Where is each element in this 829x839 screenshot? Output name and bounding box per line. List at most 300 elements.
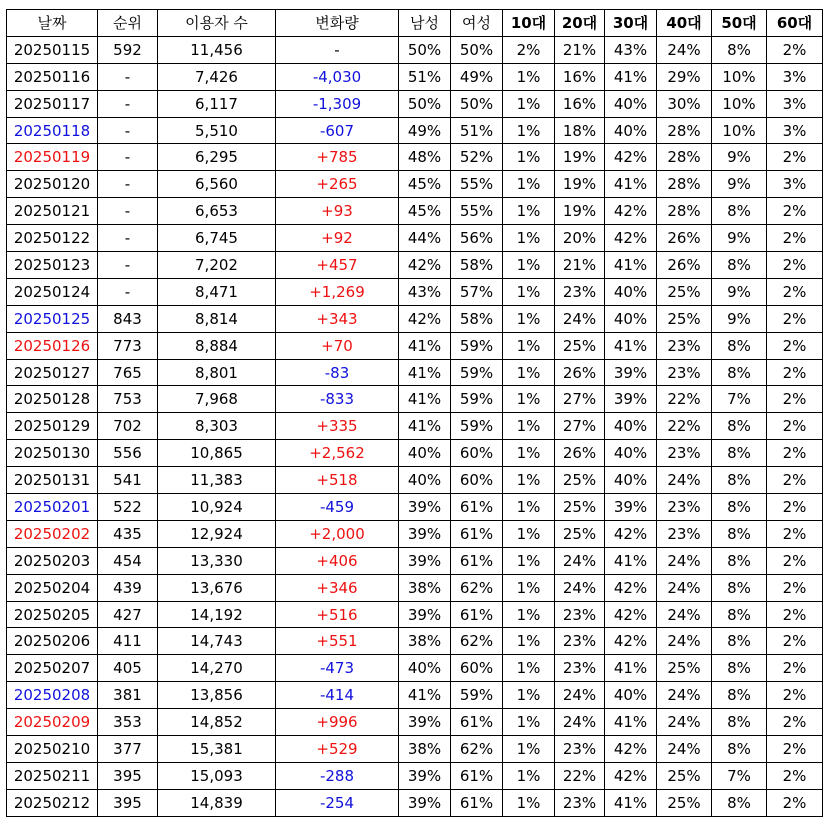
cell-age-30: 40% bbox=[605, 440, 657, 467]
cell-male: 39% bbox=[399, 762, 451, 789]
cell-users: 10,865 bbox=[158, 440, 276, 467]
cell-rank: 541 bbox=[98, 467, 158, 494]
cell-age-10: 1% bbox=[503, 547, 555, 574]
cell-rank: 702 bbox=[98, 413, 158, 440]
cell-age-50: 8% bbox=[712, 682, 767, 709]
cell-age-20: 19% bbox=[555, 171, 605, 198]
cell-female: 49% bbox=[451, 63, 503, 90]
cell-age-60: 2% bbox=[767, 144, 823, 171]
cell-age-30: 42% bbox=[605, 225, 657, 252]
cell-age-60: 3% bbox=[767, 63, 823, 90]
cell-female: 62% bbox=[451, 736, 503, 763]
cell-rank: 377 bbox=[98, 736, 158, 763]
cell-male: 42% bbox=[399, 252, 451, 279]
table-row bbox=[7, 762, 823, 789]
table-row bbox=[7, 225, 823, 252]
cell-age-60: 3% bbox=[767, 171, 823, 198]
cell-male: 41% bbox=[399, 413, 451, 440]
cell-age-20: 16% bbox=[555, 63, 605, 90]
cell-age-50: 9% bbox=[712, 278, 767, 305]
cell-male: 40% bbox=[399, 467, 451, 494]
cell-age-10: 1% bbox=[503, 440, 555, 467]
cell-age-30: 42% bbox=[605, 762, 657, 789]
cell-date: 20250127 bbox=[7, 359, 98, 386]
cell-age-10: 1% bbox=[503, 117, 555, 144]
cell-age-40: 24% bbox=[657, 736, 712, 763]
cell-age-30: 42% bbox=[605, 628, 657, 655]
cell-rank: 753 bbox=[98, 386, 158, 413]
cell-age-10: 1% bbox=[503, 467, 555, 494]
cell-age-60: 2% bbox=[767, 520, 823, 547]
cell-age-30: 42% bbox=[605, 198, 657, 225]
cell-male: 44% bbox=[399, 225, 451, 252]
cell-female: 50% bbox=[451, 36, 503, 63]
cell-age-10: 1% bbox=[503, 682, 555, 709]
cell-date: 20250130 bbox=[7, 440, 98, 467]
cell-age-60: 2% bbox=[767, 332, 823, 359]
cell-age-40: 22% bbox=[657, 413, 712, 440]
cell-age-50: 9% bbox=[712, 225, 767, 252]
cell-age-40: 26% bbox=[657, 252, 712, 279]
cell-rank: 427 bbox=[98, 601, 158, 628]
cell-rank: 439 bbox=[98, 574, 158, 601]
cell-date: 20250204 bbox=[7, 574, 98, 601]
cell-age-50: 8% bbox=[712, 252, 767, 279]
cell-age-50: 8% bbox=[712, 736, 767, 763]
cell-age-60: 2% bbox=[767, 601, 823, 628]
cell-date: 20250126 bbox=[7, 332, 98, 359]
cell-age-30: 40% bbox=[605, 682, 657, 709]
cell-change: +551 bbox=[276, 628, 399, 655]
cell-users: 13,856 bbox=[158, 682, 276, 709]
table-body bbox=[7, 36, 823, 816]
cell-age-10: 1% bbox=[503, 359, 555, 386]
cell-users: 15,381 bbox=[158, 736, 276, 763]
cell-age-20: 16% bbox=[555, 90, 605, 117]
cell-age-50: 8% bbox=[712, 467, 767, 494]
cell-age-50: 8% bbox=[712, 332, 767, 359]
cell-date: 20250212 bbox=[7, 789, 98, 816]
table-row bbox=[7, 171, 823, 198]
cell-change: +335 bbox=[276, 413, 399, 440]
cell-age-40: 24% bbox=[657, 709, 712, 736]
cell-age-20: 26% bbox=[555, 359, 605, 386]
cell-rank: 843 bbox=[98, 305, 158, 332]
cell-age-40: 24% bbox=[657, 467, 712, 494]
cell-male: 38% bbox=[399, 736, 451, 763]
cell-age-30: 41% bbox=[605, 252, 657, 279]
cell-rank: 556 bbox=[98, 440, 158, 467]
cell-age-10: 1% bbox=[503, 736, 555, 763]
cell-age-30: 39% bbox=[605, 359, 657, 386]
cell-users: 7,968 bbox=[158, 386, 276, 413]
cell-date: 20250117 bbox=[7, 90, 98, 117]
cell-users: 11,456 bbox=[158, 36, 276, 63]
cell-age-20: 25% bbox=[555, 494, 605, 521]
cell-change: +996 bbox=[276, 709, 399, 736]
cell-age-10: 1% bbox=[503, 90, 555, 117]
cell-male: 39% bbox=[399, 709, 451, 736]
cell-age-30: 39% bbox=[605, 494, 657, 521]
table-row bbox=[7, 628, 823, 655]
cell-age-10: 1% bbox=[503, 520, 555, 547]
table-row bbox=[7, 305, 823, 332]
cell-age-30: 41% bbox=[605, 709, 657, 736]
cell-users: 10,924 bbox=[158, 494, 276, 521]
cell-users: 14,743 bbox=[158, 628, 276, 655]
header-age-40: 40대 bbox=[657, 10, 712, 37]
cell-age-50: 8% bbox=[712, 709, 767, 736]
cell-age-60: 2% bbox=[767, 709, 823, 736]
cell-rank: 522 bbox=[98, 494, 158, 521]
cell-date: 20250210 bbox=[7, 736, 98, 763]
cell-age-20: 23% bbox=[555, 789, 605, 816]
cell-change: +516 bbox=[276, 601, 399, 628]
table-row bbox=[7, 655, 823, 682]
cell-age-40: 28% bbox=[657, 171, 712, 198]
cell-rank: 765 bbox=[98, 359, 158, 386]
cell-female: 61% bbox=[451, 709, 503, 736]
cell-age-10: 1% bbox=[503, 601, 555, 628]
cell-male: 48% bbox=[399, 144, 451, 171]
cell-age-30: 42% bbox=[605, 520, 657, 547]
cell-users: 8,471 bbox=[158, 278, 276, 305]
cell-change: -607 bbox=[276, 117, 399, 144]
cell-change: -459 bbox=[276, 494, 399, 521]
cell-age-20: 25% bbox=[555, 520, 605, 547]
cell-age-50: 8% bbox=[712, 359, 767, 386]
cell-age-40: 23% bbox=[657, 440, 712, 467]
cell-male: 41% bbox=[399, 682, 451, 709]
cell-date: 20250122 bbox=[7, 225, 98, 252]
cell-female: 55% bbox=[451, 198, 503, 225]
header-age-20: 20대 bbox=[555, 10, 605, 37]
cell-male: 39% bbox=[399, 520, 451, 547]
cell-change: -1,309 bbox=[276, 90, 399, 117]
cell-age-50: 8% bbox=[712, 655, 767, 682]
cell-male: 40% bbox=[399, 655, 451, 682]
cell-age-10: 1% bbox=[503, 171, 555, 198]
cell-age-50: 9% bbox=[712, 144, 767, 171]
cell-change: -833 bbox=[276, 386, 399, 413]
table-row bbox=[7, 278, 823, 305]
cell-age-20: 23% bbox=[555, 628, 605, 655]
header-age-10: 10대 bbox=[503, 10, 555, 37]
cell-age-40: 24% bbox=[657, 36, 712, 63]
cell-age-40: 24% bbox=[657, 682, 712, 709]
cell-age-10: 1% bbox=[503, 709, 555, 736]
cell-age-50: 8% bbox=[712, 574, 767, 601]
cell-age-20: 25% bbox=[555, 467, 605, 494]
cell-age-10: 1% bbox=[503, 386, 555, 413]
table-row bbox=[7, 252, 823, 279]
cell-date: 20250116 bbox=[7, 63, 98, 90]
header-male: 남성 bbox=[399, 10, 451, 37]
cell-male: 40% bbox=[399, 440, 451, 467]
cell-rank: 381 bbox=[98, 682, 158, 709]
cell-age-60: 2% bbox=[767, 494, 823, 521]
cell-age-10: 1% bbox=[503, 494, 555, 521]
cell-age-60: 2% bbox=[767, 252, 823, 279]
cell-age-30: 41% bbox=[605, 63, 657, 90]
cell-female: 61% bbox=[451, 547, 503, 574]
cell-age-40: 29% bbox=[657, 63, 712, 90]
cell-age-60: 2% bbox=[767, 655, 823, 682]
cell-age-40: 24% bbox=[657, 628, 712, 655]
table-row bbox=[7, 144, 823, 171]
cell-date: 20250131 bbox=[7, 467, 98, 494]
cell-date: 20250121 bbox=[7, 198, 98, 225]
cell-age-50: 8% bbox=[712, 440, 767, 467]
cell-female: 59% bbox=[451, 413, 503, 440]
cell-age-20: 21% bbox=[555, 252, 605, 279]
cell-change: +1,269 bbox=[276, 278, 399, 305]
header-row bbox=[7, 10, 823, 37]
table-row bbox=[7, 709, 823, 736]
cell-age-60: 2% bbox=[767, 278, 823, 305]
cell-age-30: 42% bbox=[605, 601, 657, 628]
cell-age-50: 9% bbox=[712, 171, 767, 198]
cell-rank: 395 bbox=[98, 789, 158, 816]
table-row bbox=[7, 440, 823, 467]
cell-rank: - bbox=[98, 63, 158, 90]
cell-users: 5,510 bbox=[158, 117, 276, 144]
cell-date: 20250203 bbox=[7, 547, 98, 574]
cell-date: 20250119 bbox=[7, 144, 98, 171]
cell-date: 20250205 bbox=[7, 601, 98, 628]
cell-age-20: 24% bbox=[555, 305, 605, 332]
cell-users: 6,117 bbox=[158, 90, 276, 117]
cell-change: +346 bbox=[276, 574, 399, 601]
cell-age-20: 23% bbox=[555, 278, 605, 305]
cell-male: 45% bbox=[399, 171, 451, 198]
cell-female: 60% bbox=[451, 440, 503, 467]
cell-rank: 592 bbox=[98, 36, 158, 63]
cell-female: 59% bbox=[451, 332, 503, 359]
cell-female: 51% bbox=[451, 117, 503, 144]
cell-age-20: 23% bbox=[555, 601, 605, 628]
cell-female: 59% bbox=[451, 682, 503, 709]
table-row bbox=[7, 90, 823, 117]
cell-change: +529 bbox=[276, 736, 399, 763]
table-row bbox=[7, 117, 823, 144]
cell-age-40: 26% bbox=[657, 225, 712, 252]
table-row bbox=[7, 547, 823, 574]
cell-male: 38% bbox=[399, 574, 451, 601]
cell-users: 14,270 bbox=[158, 655, 276, 682]
cell-male: 39% bbox=[399, 494, 451, 521]
cell-change: +70 bbox=[276, 332, 399, 359]
cell-age-60: 2% bbox=[767, 225, 823, 252]
cell-rank: 773 bbox=[98, 332, 158, 359]
table-row bbox=[7, 36, 823, 63]
cell-age-40: 25% bbox=[657, 789, 712, 816]
cell-age-60: 2% bbox=[767, 467, 823, 494]
cell-change: -414 bbox=[276, 682, 399, 709]
cell-age-10: 1% bbox=[503, 628, 555, 655]
cell-rank: - bbox=[98, 252, 158, 279]
cell-change: +92 bbox=[276, 225, 399, 252]
cell-age-60: 3% bbox=[767, 117, 823, 144]
cell-age-10: 1% bbox=[503, 144, 555, 171]
cell-female: 55% bbox=[451, 171, 503, 198]
cell-change: +2,000 bbox=[276, 520, 399, 547]
cell-users: 8,884 bbox=[158, 332, 276, 359]
table-row bbox=[7, 736, 823, 763]
table-row bbox=[7, 574, 823, 601]
cell-rank: 405 bbox=[98, 655, 158, 682]
cell-age-30: 41% bbox=[605, 547, 657, 574]
cell-users: 14,192 bbox=[158, 601, 276, 628]
cell-age-50: 9% bbox=[712, 305, 767, 332]
header-female: 여성 bbox=[451, 10, 503, 37]
cell-age-10: 1% bbox=[503, 413, 555, 440]
cell-male: 43% bbox=[399, 278, 451, 305]
cell-users: 12,924 bbox=[158, 520, 276, 547]
cell-rank: - bbox=[98, 144, 158, 171]
cell-rank: 435 bbox=[98, 520, 158, 547]
cell-users: 6,653 bbox=[158, 198, 276, 225]
cell-age-30: 41% bbox=[605, 171, 657, 198]
cell-date: 20250129 bbox=[7, 413, 98, 440]
cell-users: 6,560 bbox=[158, 171, 276, 198]
cell-age-40: 28% bbox=[657, 117, 712, 144]
stats-table bbox=[6, 9, 823, 817]
cell-female: 60% bbox=[451, 467, 503, 494]
cell-users: 8,303 bbox=[158, 413, 276, 440]
cell-female: 60% bbox=[451, 655, 503, 682]
cell-rank: - bbox=[98, 171, 158, 198]
cell-age-20: 26% bbox=[555, 440, 605, 467]
cell-female: 61% bbox=[451, 520, 503, 547]
cell-age-20: 24% bbox=[555, 547, 605, 574]
cell-age-20: 24% bbox=[555, 682, 605, 709]
cell-change: +457 bbox=[276, 252, 399, 279]
cell-age-10: 2% bbox=[503, 36, 555, 63]
cell-change: -4,030 bbox=[276, 63, 399, 90]
cell-age-30: 42% bbox=[605, 144, 657, 171]
cell-age-10: 1% bbox=[503, 762, 555, 789]
cell-male: 45% bbox=[399, 198, 451, 225]
cell-age-40: 28% bbox=[657, 198, 712, 225]
table-row bbox=[7, 601, 823, 628]
cell-age-40: 23% bbox=[657, 520, 712, 547]
cell-age-50: 8% bbox=[712, 413, 767, 440]
header-age-50: 50대 bbox=[712, 10, 767, 37]
cell-age-20: 21% bbox=[555, 36, 605, 63]
cell-age-30: 40% bbox=[605, 467, 657, 494]
cell-male: 42% bbox=[399, 305, 451, 332]
cell-change: +785 bbox=[276, 144, 399, 171]
header-users: 이용자 수 bbox=[158, 10, 276, 37]
cell-change: +518 bbox=[276, 467, 399, 494]
table-row bbox=[7, 789, 823, 816]
cell-female: 61% bbox=[451, 789, 503, 816]
cell-change: +406 bbox=[276, 547, 399, 574]
cell-change: +2,562 bbox=[276, 440, 399, 467]
table-row bbox=[7, 359, 823, 386]
cell-age-40: 22% bbox=[657, 386, 712, 413]
cell-age-50: 10% bbox=[712, 90, 767, 117]
cell-rank: 353 bbox=[98, 709, 158, 736]
cell-date: 20250211 bbox=[7, 762, 98, 789]
cell-age-60: 2% bbox=[767, 305, 823, 332]
cell-age-50: 8% bbox=[712, 520, 767, 547]
cell-age-30: 41% bbox=[605, 789, 657, 816]
cell-female: 58% bbox=[451, 252, 503, 279]
cell-female: 57% bbox=[451, 278, 503, 305]
cell-date: 20250118 bbox=[7, 117, 98, 144]
cell-age-10: 1% bbox=[503, 252, 555, 279]
cell-age-60: 2% bbox=[767, 36, 823, 63]
cell-age-50: 7% bbox=[712, 386, 767, 413]
cell-male: 39% bbox=[399, 547, 451, 574]
cell-age-60: 2% bbox=[767, 682, 823, 709]
cell-age-60: 2% bbox=[767, 386, 823, 413]
cell-users: 15,093 bbox=[158, 762, 276, 789]
cell-users: 7,202 bbox=[158, 252, 276, 279]
cell-age-20: 24% bbox=[555, 574, 605, 601]
cell-age-60: 3% bbox=[767, 90, 823, 117]
cell-date: 20250123 bbox=[7, 252, 98, 279]
cell-age-20: 27% bbox=[555, 413, 605, 440]
cell-date: 20250208 bbox=[7, 682, 98, 709]
cell-age-30: 41% bbox=[605, 332, 657, 359]
cell-age-20: 23% bbox=[555, 736, 605, 763]
cell-change: -254 bbox=[276, 789, 399, 816]
table-row bbox=[7, 682, 823, 709]
cell-users: 7,426 bbox=[158, 63, 276, 90]
table-row bbox=[7, 494, 823, 521]
cell-date: 20250120 bbox=[7, 171, 98, 198]
cell-users: 8,814 bbox=[158, 305, 276, 332]
cell-change: - bbox=[276, 36, 399, 63]
cell-female: 61% bbox=[451, 762, 503, 789]
cell-age-40: 24% bbox=[657, 574, 712, 601]
cell-male: 41% bbox=[399, 386, 451, 413]
cell-age-20: 23% bbox=[555, 655, 605, 682]
header-date: 날짜 bbox=[7, 10, 98, 37]
cell-change: +265 bbox=[276, 171, 399, 198]
cell-age-10: 1% bbox=[503, 278, 555, 305]
cell-age-60: 2% bbox=[767, 413, 823, 440]
cell-date: 20250125 bbox=[7, 305, 98, 332]
cell-age-60: 2% bbox=[767, 547, 823, 574]
cell-age-20: 19% bbox=[555, 198, 605, 225]
cell-male: 38% bbox=[399, 628, 451, 655]
cell-age-50: 10% bbox=[712, 117, 767, 144]
cell-age-40: 25% bbox=[657, 655, 712, 682]
table-row bbox=[7, 386, 823, 413]
table-row bbox=[7, 63, 823, 90]
cell-age-40: 23% bbox=[657, 332, 712, 359]
cell-female: 50% bbox=[451, 90, 503, 117]
cell-female: 58% bbox=[451, 305, 503, 332]
cell-age-20: 27% bbox=[555, 386, 605, 413]
cell-rank: 454 bbox=[98, 547, 158, 574]
cell-female: 62% bbox=[451, 574, 503, 601]
cell-users: 13,330 bbox=[158, 547, 276, 574]
cell-age-60: 2% bbox=[767, 762, 823, 789]
cell-age-60: 2% bbox=[767, 628, 823, 655]
cell-age-60: 2% bbox=[767, 736, 823, 763]
cell-age-40: 25% bbox=[657, 305, 712, 332]
cell-users: 8,801 bbox=[158, 359, 276, 386]
table-row bbox=[7, 198, 823, 225]
cell-date: 20250206 bbox=[7, 628, 98, 655]
cell-users: 11,383 bbox=[158, 467, 276, 494]
cell-date: 20250128 bbox=[7, 386, 98, 413]
